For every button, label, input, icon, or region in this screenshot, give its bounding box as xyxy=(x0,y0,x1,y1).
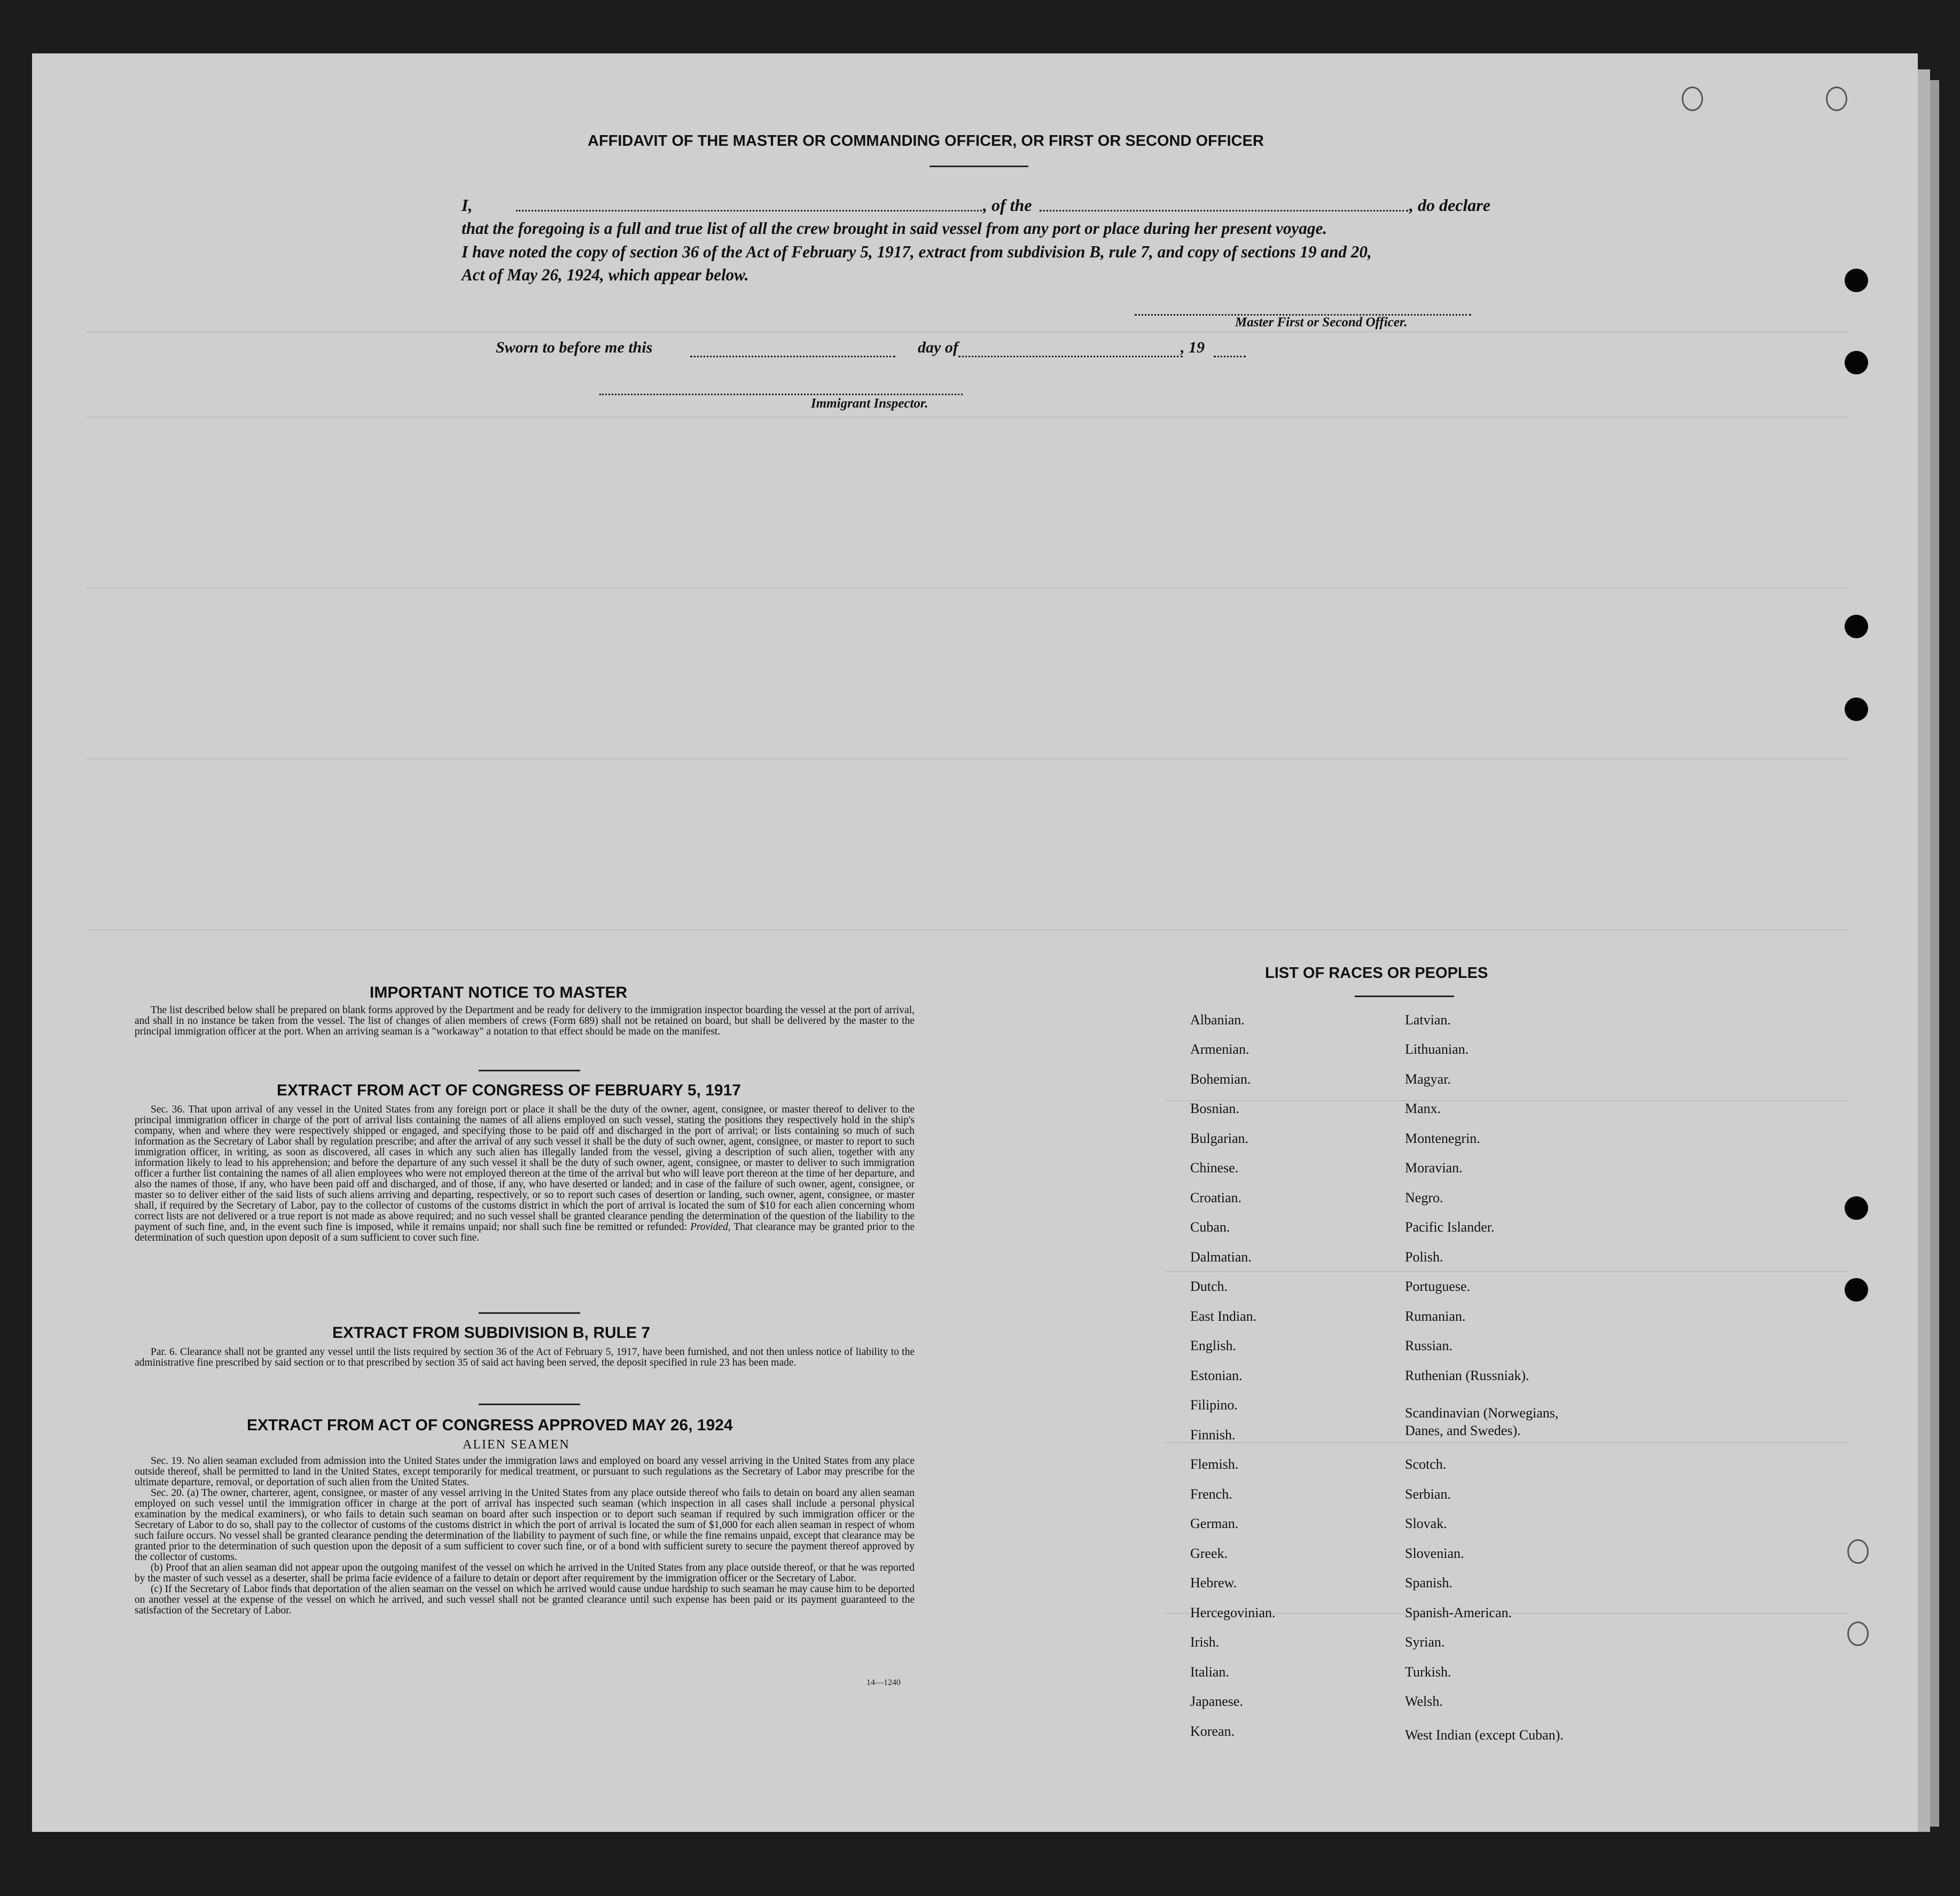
race-item: Italian. xyxy=(1190,1664,1229,1680)
notice-title: IMPORTANT NOTICE TO MASTER xyxy=(370,984,628,1001)
section-divider xyxy=(479,1312,580,1314)
race-item: Danes, and Swedes). xyxy=(1405,1423,1521,1438)
bleed-through-line xyxy=(85,331,1848,332)
race-item: West Indian (except Cuban). xyxy=(1405,1727,1564,1743)
extract-1917-text-main: Sec. 36. That upon arrival of any vessel in the United States from any foreign port or place it shall be the duty of the owner, agent, consignee, or master thereof to deliver to the principal immigration officer in charge of the port of arrival lists containing the names of all aliens employed on such vessel, stating the positions they respectively hold in the ship's company, when and where they were respectively shipped or engaged, and specifying those to be paid off and discharged in the port of arrival; or lists containing so much of such information as the Secretary of Labor shall by regulation prescribe; and after the arrival of any such vessel it shall be the duty of such owner, agent, consignee, or master to report to such immigration officer, in writing, as soon as discovered, all cases in which any such alien has illegally landed from the vessel, giving a description of such alien, together with any information likely to lead to his apprehension; and before the departure of any such vessel it shall be the duty of such owner, agent, consignee, or master to deliver to such immigration officer a further list containing the names of all alien employees who were not employed thereon at the time of the arrival but who will leave port thereon at the time of her departure, and also the names of those, if any, who have been paid off and discharged, and of those, if any, who have deserted or landed; and in case of the failure of such owner, agent, consignee, or master so to deliver either of the said lists of such aliens arriving and departing, respectively, or so to report such cases of desertion or landing, such owner, agent, consignee, or master shall, if required by the Secretary of Labor, pay to the collector of customs of the customs district in which the port of arrival is located the sum of $10 for each alien concerning whom correct lists are not delivered or a true report is not made as above required; and no such vessel shall be granted clearance pending the determination of the question of the liability to the payment of such fine, and, in the event such fine is imposed, while it remains unpaid; nor shall such fine be remitted or refunded: xyxy=(135,1104,915,1233)
bleed-through-line xyxy=(1165,1271,1848,1272)
bleed-through-line xyxy=(85,929,1848,930)
sec20b-text: (b) Proof that an alien seaman did not appear upon the outgoing manifest of the vessel on which he arrived in the United States from any place outside thereof, or that he was reported by the master of such vessel as a deserter, shall be prima facie evidence of a failure to detain or deport after requirement by the immigration officer or the Secretary of Labor. xyxy=(135,1562,915,1584)
extract-1917-text-end: That clearance may be granted prior to the determination of such question upon deposit of a sum sufficient to cover such fine. xyxy=(135,1221,915,1243)
race-item: French. xyxy=(1190,1486,1232,1502)
race-item: Albanian. xyxy=(1190,1012,1245,1028)
binder-hole xyxy=(1845,1196,1868,1220)
race-item: Portuguese. xyxy=(1405,1279,1471,1294)
form-number: 14—1240 xyxy=(866,1678,901,1687)
bleed-through-line xyxy=(1165,1442,1848,1443)
race-item: Serbian. xyxy=(1405,1486,1451,1502)
sec20a-text: Sec. 20. (a) The owner, charterer, agent, consignee, or master of any vessel arriving in the United States from any place outside thereof who fails to detain on board any alien seaman employed on such vessel until the immigration officer in charge at the port of arrival has inspected such seaman (which inspection in all cases shall include a personal physical examination by the medical examiners), or who fails to detain such seaman on board after such inspection or to deport such seaman if required by such immigration officer or the Secretary of Labor to do so, shall pay to the collector of customs of the customs district in which the port of arrival is located the sum of $1,000 for each alien seaman in respect of whom such failure occurs. No vessel shall be granted clearance pending the determination of the liability to payment of such fine, or while the fine remains unpaid, except that clearance may be granted prior to the determination of such question upon the deposit of a sum sufficient to cover such fine, or of a bond with sufficient surety to secure the payment thereof approved by the collector of customs. xyxy=(135,1487,915,1563)
bleed-through-line xyxy=(1165,1100,1848,1101)
sec20c-text: (c) If the Secretary of Labor finds that deportation of the alien seaman on the vessel on which he arrived would cause undue hardship to such seaman he may cause him to be deported on another vessel at the expense of the vessel on which he arrived, and such vessel shall not be granted clearance until such expense has been paid or its payment guaranteed to the satisfaction of the Secretary of Labor. xyxy=(135,1584,915,1616)
extract-1917-title: EXTRACT FROM ACT OF CONGRESS OF FEBRUARY 5, 1917 xyxy=(277,1082,741,1099)
race-item: Bohemian. xyxy=(1190,1071,1251,1087)
sworn-day-line xyxy=(690,356,895,357)
race-item: Spanish-American. xyxy=(1405,1605,1512,1620)
affidavit-title: AFFIDAVIT OF THE MASTER OR COMMANDING OFFICER, OR FIRST OR SECOND OFFICER xyxy=(588,132,1264,150)
race-item: Bosnian. xyxy=(1190,1101,1239,1116)
race-item: Magyar. xyxy=(1405,1071,1451,1087)
master-signature-label: Master First or Second Officer. xyxy=(1235,315,1408,330)
race-item: Scotch. xyxy=(1405,1456,1447,1472)
sworn-day-of: day of xyxy=(918,339,958,356)
race-item: Slovak. xyxy=(1405,1516,1447,1531)
binder-hole xyxy=(1845,615,1868,638)
section-divider xyxy=(479,1070,580,1071)
race-item: Turkish. xyxy=(1405,1664,1451,1680)
race-item: Greek. xyxy=(1190,1546,1228,1561)
affidavit-line4: Act of May 26, 1924, which appear below. xyxy=(462,265,749,284)
race-item: Cuban. xyxy=(1190,1219,1230,1235)
race-item: Polish. xyxy=(1405,1249,1443,1265)
extract-1924-title: EXTRACT FROM ACT OF CONGRESS APPROVED MAY 26, 1924 xyxy=(247,1416,733,1434)
extract-1924-text xyxy=(135,1456,915,1616)
affidavit-line2: that the foregoing is a full and true list of all the crew brought in said vessel from any port or place during her present voyage. xyxy=(462,219,1328,238)
race-item: Dalmatian. xyxy=(1190,1249,1252,1265)
notice-text: The list described below shall be prepared on blank forms approved by the Department and be ready for delivery to the immigration inspector boarding the vessel at the port of arrival, and shall in no instance be taken from the vessel. The list of changes of alien members of crews (Form 689) shall not be retained on board, but shall be delivered by the master to the principal immigration officer at the port. When an arriving seaman is a "workaway" a notation to that effect should be made on the manifest. xyxy=(135,1005,915,1037)
extract-1917-text xyxy=(135,1104,915,1243)
race-item: Chinese. xyxy=(1190,1160,1239,1176)
race-item: Slovenian. xyxy=(1405,1546,1464,1561)
race-item: Filipino. xyxy=(1190,1397,1238,1413)
race-item: Scandinavian (Norwegians, xyxy=(1405,1405,1559,1421)
race-item: Rumanian. xyxy=(1405,1309,1466,1324)
race-item: Hercegovinian. xyxy=(1190,1605,1276,1620)
race-item: Syrian. xyxy=(1405,1634,1445,1650)
race-item: Armenian. xyxy=(1190,1041,1250,1057)
extract-rule7-title: EXTRACT FROM SUBDIVISION B, RULE 7 xyxy=(332,1324,651,1342)
affidavit-of-the: , of the xyxy=(983,195,1032,215)
alien-seamen-subtitle: ALIEN SEAMEN xyxy=(463,1438,570,1452)
bleed-through-line xyxy=(85,587,1848,589)
race-item: Estonian. xyxy=(1190,1368,1243,1383)
binder-ring xyxy=(1826,87,1847,111)
extract-rule7-text: Par. 6. Clearance shall not be granted any vessel until the lists required by section 36 of the Act of February 5, 1917, have been furnished, and not then unless notice of liability to the administrative fine prescribed by said section or to that prescribed by section 35 of said act having been served, the deposit specified in rule 23 has been made. xyxy=(135,1346,915,1368)
inspector-signature-line xyxy=(599,394,963,395)
race-item: Finnish. xyxy=(1190,1427,1236,1443)
inspector-label: Immigrant Inspector. xyxy=(811,396,928,411)
race-item: Negro. xyxy=(1405,1190,1443,1205)
race-item: Ruthenian (Russniak). xyxy=(1405,1368,1529,1383)
race-item: Spanish. xyxy=(1405,1575,1453,1591)
race-item: Japanese. xyxy=(1190,1694,1243,1709)
race-item: Lithuanian. xyxy=(1405,1041,1469,1057)
affidavit-i: I, xyxy=(462,195,473,215)
race-item: Hebrew. xyxy=(1190,1575,1237,1591)
race-item: Manx. xyxy=(1405,1101,1441,1116)
section-divider xyxy=(479,1404,580,1405)
race-item: Welsh. xyxy=(1405,1694,1443,1709)
sworn-prefix: Sworn to before me this xyxy=(496,339,653,356)
title-underline xyxy=(930,166,1028,167)
binder-hole xyxy=(1845,269,1868,292)
bleed-through-line xyxy=(85,758,1848,759)
race-item: Pacific Islander. xyxy=(1405,1219,1495,1235)
race-item: East Indian. xyxy=(1190,1309,1257,1324)
race-item: Moravian. xyxy=(1405,1160,1463,1176)
sworn-year-line xyxy=(1214,356,1246,357)
race-item: German. xyxy=(1190,1516,1239,1531)
sworn-month-line xyxy=(958,356,1183,357)
race-item: Latvian. xyxy=(1405,1012,1451,1028)
binder-ring xyxy=(1847,1539,1869,1564)
provided-word: Provided, xyxy=(690,1221,731,1233)
affidavit-declare: , do declare xyxy=(1409,195,1490,215)
race-item: Bulgarian. xyxy=(1190,1131,1249,1146)
binder-hole xyxy=(1845,698,1868,721)
bleed-through-line xyxy=(85,417,1848,418)
name-field-line xyxy=(516,210,982,211)
binder-ring xyxy=(1682,87,1703,111)
affidavit-line3: I have noted the copy of section 36 of the Act of February 5, 1917, extract from subdivision B, rule 7, and copy of sections 19 and 20, xyxy=(462,242,1372,261)
vessel-field-line xyxy=(1040,210,1408,211)
race-item: English. xyxy=(1190,1338,1236,1353)
race-item: Korean. xyxy=(1190,1723,1235,1739)
binder-hole xyxy=(1845,1278,1868,1302)
binder-ring xyxy=(1847,1621,1869,1646)
race-item: Montenegrin. xyxy=(1405,1131,1480,1146)
sworn-year: , 19 xyxy=(1181,339,1205,356)
races-title-underline xyxy=(1355,996,1454,997)
race-item: Flemish. xyxy=(1190,1456,1239,1472)
race-item: Croatian. xyxy=(1190,1190,1242,1205)
race-item: Russian. xyxy=(1405,1338,1453,1353)
binder-hole xyxy=(1845,351,1868,374)
sec19-text: Sec. 19. No alien seaman excluded from admission into the United States under the immigration laws and employed on board any vessel arriving in the United States from any place outside thereof, shall be permitted to land in the United States, except temporarily for medical treatment, or pursuant to such regulations as the Secretary of Labor may prescribe for the ultimate departure, removal, or deportation of such alien from the United States. xyxy=(135,1455,915,1488)
race-item: Irish. xyxy=(1190,1634,1220,1650)
races-title: LIST OF RACES OR PEOPLES xyxy=(1265,965,1488,982)
race-item: Dutch. xyxy=(1190,1279,1228,1294)
